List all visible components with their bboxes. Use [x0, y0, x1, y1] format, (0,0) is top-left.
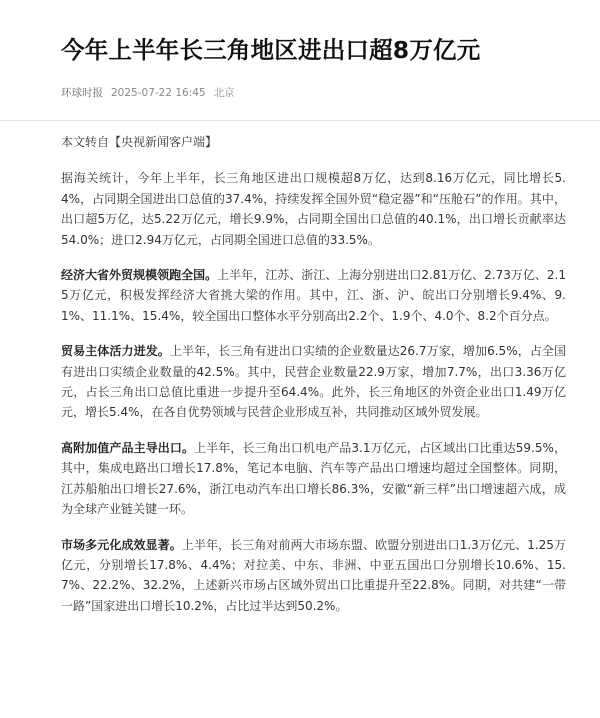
article-body	[61, 132, 566, 631]
header-divider	[0, 120, 600, 121]
section-paragraph	[61, 341, 566, 423]
intro-paragraph: 据海关统计，今年上半年，长三角地区进出口规模超8万亿，达到8.16万亿元，同比增长5.4%，占同期全国进出口总值的37.4%，持续发挥全国外贸“稳定器”和“压舱石”的作用。其中，出口超5万亿，达5.22万亿元，增长9.9%，占同期全国出口总值的40.1%，出口增长贡献率达54.0%；进口2.94万亿元，占同期全国进口总值的33.5%。	[61, 171, 566, 247]
repost-note: 本文转自【央视新闻客户端】	[61, 135, 218, 149]
section-body: 上半年，长三角有进出口实绩的企业数量达26.7万家，增加6.5%，占全国有进出口实绩企业数量的42.5%。其中，民营企业数量22.9万家，增加7.7%，出口3.36万亿元，占长三角出口总值比重进一步提升至64.4%。此外，长三角地区的外资企业出口1.49万亿元，增长5.4%，在各自优势领域与民营企业形成互补，共同推动区域外贸发展。	[61, 344, 566, 420]
section-heading: 贸易主体活力迸发。	[61, 344, 170, 359]
section-body: 上半年，江苏、浙江、上海分别进出口2.81万亿、2.73万亿、2.15万亿元，积极发挥经济大省挑大梁的作用。其中，江、浙、沪、皖出口分别增长9.4%、9.1%、11.1%、15.4%，较全国出口整体水平分别高出2.2个、1.9个、4.0个、8.2个百分点。	[61, 268, 566, 323]
article-title: 今年上半年长三角地区进出口超8万亿元	[61, 36, 481, 64]
section-paragraph	[61, 438, 566, 520]
article-meta	[61, 86, 566, 100]
section-heading: 高附加值产品主导出口。	[61, 440, 195, 455]
section-body: 上半年，长三角对前两大市场东盟、欧盟分别进出口1.3万亿元、1.25万亿元，分别增长17.8%、4.4%；对拉美、中东、非洲、中亚五国出口分别增长10.6%、15.7%、22.2%、32.2%，上述新兴市场占区域外贸出口比重提升至22.8%。同期，对共建“一带一路”国家进出口增长10.2%，占比过半达到50.2%。	[61, 537, 566, 613]
article-datetime: 2025-07-22 16:45	[111, 87, 206, 99]
article-source[interactable]: 环球时报	[61, 87, 103, 99]
section-body: 上半年，长三角出口机电产品3.1万亿元，占区域出口比重达59.5%，其中，集成电路出口增长17.8%，笔记本电脑、汽车等产品出口增速均超过全国整体。同期，江苏船舶出口增长27.6%，浙江电动汽车出口增长86.3%，安徽“新三样”出口增速超六成，成为全球产业链关键一环。	[61, 440, 566, 517]
section-paragraph	[61, 265, 566, 326]
section-paragraph	[61, 535, 566, 617]
section-heading: 市场多元化成效显著。	[61, 537, 182, 552]
article-location: 北京	[213, 87, 235, 99]
section-heading: 经济大省外贸规模领跑全国。	[61, 268, 218, 283]
